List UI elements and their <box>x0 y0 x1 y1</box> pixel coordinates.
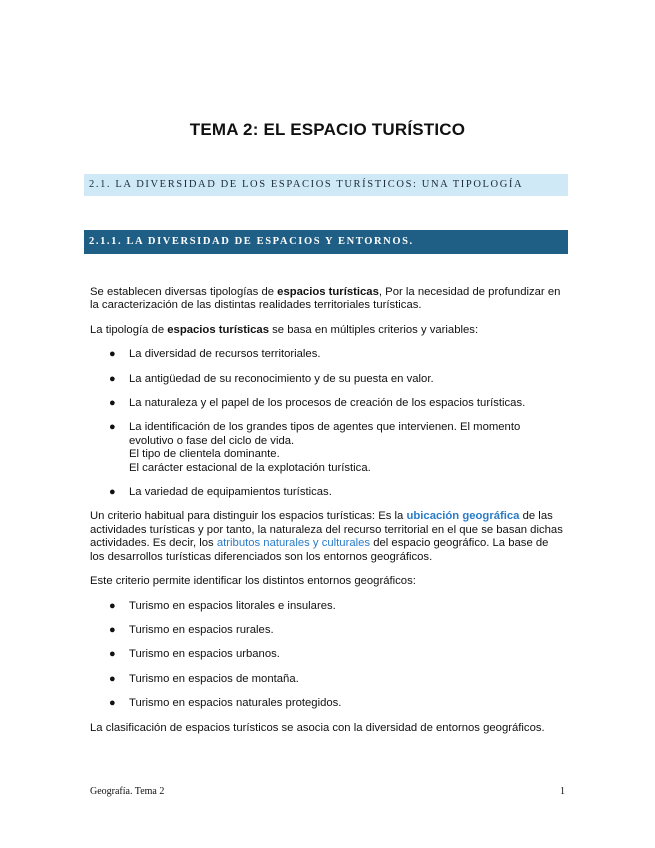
list-item <box>90 373 564 386</box>
document-body <box>90 286 564 746</box>
list-item <box>90 673 564 686</box>
ubicacion-geografica-link[interactable]: ubicación geográfica <box>406 510 520 523</box>
page-number: 1 <box>560 786 565 797</box>
list-item-subline: El tipo de clientela dominante. <box>129 448 280 461</box>
bullet-icon: ● <box>109 372 116 385</box>
paragraph-clasificacion: La clasificación de espacios turísticos se asocia con la diversidad de entornos geográficos. <box>90 721 545 734</box>
list-item-subline: El carácter estacional de la explotación turística. <box>129 461 371 474</box>
list-item-text: Turismo en espacios rurales. <box>129 623 274 636</box>
p1-text-post: , Por la necesidad de profundizar en la caracterización de las distintas realidades territoriales turísticas. <box>90 286 561 312</box>
list-item <box>90 486 564 499</box>
p3-text-mid: de las actividades turísticas y por tanto, la naturaleza del recurso territorial en el que se basan dichas actividades. Es decir, los <box>90 510 563 550</box>
bullet-icon: ● <box>109 348 116 361</box>
list-item <box>90 600 564 613</box>
paragraph-criterio <box>90 510 564 564</box>
list-item-text: Turismo en espacios urbanos. <box>129 648 280 661</box>
list-item-text: La diversidad de recursos territoriales. <box>129 348 321 361</box>
list-item <box>90 397 564 410</box>
list-item-text: La antigüedad de su reconocimiento y de su puesta en valor. <box>129 372 434 385</box>
p3-text-post: del espacio geográfico. La base de los desarrollos turísticas diferenciados son los entornos geográficos. <box>90 537 549 563</box>
atributos-link[interactable]: atributos naturales y culturales <box>216 537 371 550</box>
paragraph-intro <box>90 286 564 313</box>
bullet-icon: ● <box>109 697 116 710</box>
list-item-text: Turismo en espacios naturales protegidos. <box>129 697 342 710</box>
list-item-text: Turismo en espacios litorales e insulares. <box>129 599 336 612</box>
list-item <box>90 421 564 475</box>
entornos-list <box>90 600 564 711</box>
list-item-text: Turismo en espacios de montaña. <box>129 672 299 685</box>
list-item <box>90 697 564 710</box>
p2-text-post: se basa en múltiples criterios y variables: <box>269 323 479 336</box>
bullet-icon: ● <box>109 672 116 685</box>
p2-text-pre: La tipología de <box>90 323 168 336</box>
bullet-icon: ● <box>109 486 116 499</box>
footer-title: Geografía. Tema 2 <box>90 786 165 797</box>
bullet-icon: ● <box>109 421 116 434</box>
page-title: TEMA 2: EL ESPACIO TURÍSTICO <box>189 120 466 139</box>
list-item-text: La naturaleza y el papel de los procesos de creación de los espacios turísticas. <box>129 397 526 410</box>
page-footer <box>90 786 565 797</box>
bullet-icon: ● <box>109 397 116 410</box>
paragraph-entornos: Este criterio permite identificar los distintos entornos geográficos: <box>90 575 416 588</box>
bullet-icon: ● <box>109 599 116 612</box>
list-item-text: La identificación de los grandes tipos de agentes que intervienen. El momento evolutivo o fase del ciclo de vida. <box>129 421 521 447</box>
list-item <box>90 648 564 661</box>
list-item <box>90 624 564 637</box>
subsection-heading-band: 2.1.1. LA DIVERSIDAD DE ESPACIOS Y ENTORNOS. <box>84 230 568 254</box>
criteria-list <box>90 348 564 499</box>
list-item <box>90 348 564 361</box>
bullet-icon: ● <box>109 648 116 661</box>
p3-text-pre: Un criterio habitual para distinguir los espacios turísticas: Es la <box>90 510 407 523</box>
p2-bold-term: espacios turísticas <box>167 323 269 336</box>
paragraph-tipologia <box>90 324 564 337</box>
list-item-text: La variedad de equipamientos turísticas. <box>129 486 332 499</box>
p1-bold-term: espacios turísticas <box>277 286 379 298</box>
bullet-icon: ● <box>109 623 116 636</box>
section-heading-band: 2.1. LA DIVERSIDAD DE LOS ESPACIOS TURÍSTICOS: UNA TIPOLOGÍA <box>84 174 568 196</box>
p1-text-pre: Se establecen diversas tipologías de <box>90 286 278 298</box>
